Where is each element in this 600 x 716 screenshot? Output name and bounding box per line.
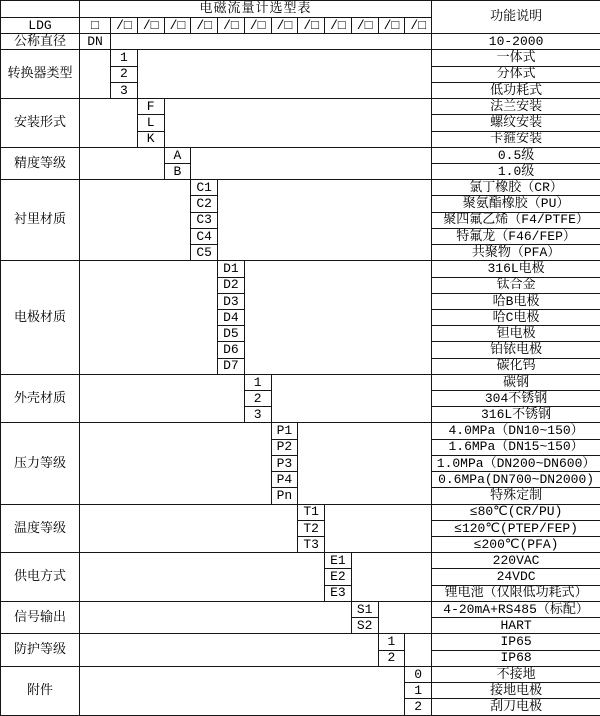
option-desc: 锂电池（仅限低功耗式） xyxy=(432,585,600,601)
option-desc: 钽电极 xyxy=(432,326,600,342)
option-desc: 4.0MPa（DN10~150） xyxy=(432,423,600,439)
option-code: Pn xyxy=(271,488,298,504)
option-row xyxy=(1,504,600,520)
code-slot-cell: /□ xyxy=(111,18,138,34)
option-code: K xyxy=(137,131,164,147)
option-row xyxy=(1,374,600,390)
spacer-cell xyxy=(80,423,272,504)
option-code: E3 xyxy=(325,585,352,601)
option-row xyxy=(1,261,600,277)
option-desc: 0.5级 xyxy=(432,147,600,163)
option-code: D7 xyxy=(218,358,245,374)
group-label: 防护等级 xyxy=(1,634,80,666)
code-box-cell: □ xyxy=(80,18,111,34)
option-row xyxy=(1,666,600,682)
option-code: S2 xyxy=(351,618,378,634)
option-code: C4 xyxy=(191,228,218,244)
option-code: D5 xyxy=(218,326,245,342)
spacer-cell xyxy=(325,504,432,553)
option-desc: 304不锈钢 xyxy=(432,391,600,407)
option-code: 2 xyxy=(405,699,432,716)
option-row xyxy=(1,50,600,66)
option-desc: 共聚物（PFA） xyxy=(432,245,600,261)
spacer-cell xyxy=(80,553,325,602)
option-code: 3 xyxy=(244,407,271,423)
option-code: D6 xyxy=(218,342,245,358)
option-code: 1 xyxy=(244,374,271,390)
group-label: 安装形式 xyxy=(1,99,80,148)
option-row xyxy=(1,553,600,569)
option-desc: 卡箍安装 xyxy=(432,131,600,147)
spacer-cell xyxy=(80,180,191,261)
option-code: P1 xyxy=(271,423,298,439)
spacer-cell xyxy=(80,374,245,423)
group-label: 转换器类型 xyxy=(1,50,80,99)
option-row xyxy=(1,99,600,115)
option-desc: 铂铱电极 xyxy=(432,342,600,358)
spacer-cell xyxy=(80,504,298,553)
option-code: 0 xyxy=(405,666,432,682)
option-desc: 1.6MPa（DN15~150） xyxy=(432,439,600,455)
group-label: 精度等级 xyxy=(1,147,80,179)
spacer-cell xyxy=(80,99,138,148)
option-desc: 聚氨酯橡胶（PU） xyxy=(432,196,600,212)
option-desc: 哈C电极 xyxy=(432,309,600,325)
option-code: B xyxy=(164,163,191,179)
option-desc: 低功耗式 xyxy=(432,82,600,98)
option-desc: 碳钢 xyxy=(432,374,600,390)
option-desc: 分体式 xyxy=(432,66,600,82)
option-code: C5 xyxy=(191,245,218,261)
group-label: 温度等级 xyxy=(1,504,80,553)
option-code: C1 xyxy=(191,180,218,196)
spacer-cell xyxy=(244,261,431,375)
function-column-header: 功能说明 xyxy=(432,1,600,34)
option-code: 1 xyxy=(378,634,405,650)
option-code: E2 xyxy=(325,569,352,585)
option-code: C3 xyxy=(191,212,218,228)
code-slot-cell: /□ xyxy=(191,18,218,34)
option-desc: 特殊定制 xyxy=(432,488,600,504)
code-slot-cell: /□ xyxy=(271,18,298,34)
option-row xyxy=(1,147,600,163)
spacer-cell xyxy=(298,423,432,504)
option-desc: 哈B电极 xyxy=(432,293,600,309)
option-desc: 1.0MPa（DN200~DN600） xyxy=(432,455,600,471)
option-desc: IP68 xyxy=(432,650,600,666)
group-label: 附件 xyxy=(1,666,80,715)
code-slot-cell: /□ xyxy=(164,18,191,34)
option-code: E1 xyxy=(325,553,352,569)
option-code: D3 xyxy=(218,293,245,309)
option-code: D2 xyxy=(218,277,245,293)
spacer-cell xyxy=(378,601,432,633)
option-code: P3 xyxy=(271,455,298,471)
option-desc: 一体式 xyxy=(432,50,600,66)
group-label: 衬里材质 xyxy=(1,180,80,261)
spacer-cell xyxy=(351,553,431,602)
spacer-cell xyxy=(80,634,379,666)
option-code: D1 xyxy=(218,261,245,277)
spacer-cell xyxy=(405,634,432,666)
option-desc: 4-20mA+RS485（标配） xyxy=(432,601,600,617)
option-desc: 碳化钨 xyxy=(432,358,600,374)
option-desc: 24VDC xyxy=(432,569,600,585)
option-desc: 316L电极 xyxy=(432,261,600,277)
model-prefix: LDG xyxy=(1,18,80,34)
option-code: 2 xyxy=(378,650,405,666)
option-desc: 316L不锈钢 xyxy=(432,407,600,423)
code-slot-cell: /□ xyxy=(137,18,164,34)
group-label: 公称直径 xyxy=(1,34,80,50)
code-slot-cell: /□ xyxy=(218,18,245,34)
code-slot-cell: /□ xyxy=(325,18,352,34)
code-slot-cell: /□ xyxy=(244,18,271,34)
option-desc: ≤80℃(CR/PU) xyxy=(432,504,600,520)
option-code: S1 xyxy=(351,601,378,617)
spacer-cell xyxy=(80,261,218,375)
option-desc: 220VAC xyxy=(432,553,600,569)
option-desc: 特氟龙（F46/FEP） xyxy=(432,228,600,244)
spacer-cell xyxy=(218,180,432,261)
option-desc: 法兰安装 xyxy=(432,99,600,115)
group-label: 供电方式 xyxy=(1,553,80,602)
option-code: T1 xyxy=(298,504,325,520)
code-slot-cell: /□ xyxy=(405,18,432,34)
title-row xyxy=(1,1,600,18)
group-label: 电极材质 xyxy=(1,261,80,375)
option-code: T3 xyxy=(298,537,325,553)
option-desc: 10-2000 xyxy=(432,34,600,50)
option-desc: 不接地 xyxy=(432,666,600,682)
spacer-cell xyxy=(137,50,431,99)
option-code: F xyxy=(137,99,164,115)
option-code: 3 xyxy=(111,82,138,98)
option-code: 2 xyxy=(244,391,271,407)
spacer-cell xyxy=(191,147,432,179)
option-code: 1 xyxy=(405,682,432,698)
code-slot-cell: /□ xyxy=(351,18,378,34)
spacer-cell xyxy=(164,99,432,148)
option-row xyxy=(1,180,600,196)
corner-cell xyxy=(1,1,80,18)
spacer-cell xyxy=(80,147,165,179)
option-desc: HART xyxy=(432,618,600,634)
option-code: A xyxy=(164,147,191,163)
option-code: L xyxy=(137,115,164,131)
option-desc: IP65 xyxy=(432,634,600,650)
option-code: T2 xyxy=(298,520,325,536)
group-label: 外壳材质 xyxy=(1,374,80,423)
option-code: P4 xyxy=(271,472,298,488)
option-code: D4 xyxy=(218,309,245,325)
table-title: 电磁流量计选型表 xyxy=(80,1,432,18)
option-desc: 接地电极 xyxy=(432,682,600,698)
option-code: P2 xyxy=(271,439,298,455)
option-row xyxy=(1,34,600,50)
option-row xyxy=(1,423,600,439)
option-row xyxy=(1,634,600,650)
option-desc: 氯丁橡胶（CR） xyxy=(432,180,600,196)
option-code: C2 xyxy=(191,196,218,212)
option-desc: 1.0级 xyxy=(432,163,600,179)
option-desc: 螺纹安装 xyxy=(432,115,600,131)
group-label: 压力等级 xyxy=(1,423,80,504)
spacer-cell xyxy=(271,374,432,423)
option-row xyxy=(1,601,600,617)
spacer-cell xyxy=(80,666,405,715)
option-code: 2 xyxy=(111,66,138,82)
option-code: 1 xyxy=(111,50,138,66)
code-slot-cell: /□ xyxy=(298,18,325,34)
spacer-cell xyxy=(80,601,352,633)
option-desc: ≤120℃(PTEP/FEP) xyxy=(432,520,600,536)
code-slot-cell: /□ xyxy=(378,18,405,34)
option-desc: ≤200℃(PFA) xyxy=(432,537,600,553)
option-desc: 刮刀电极 xyxy=(432,699,600,716)
option-desc: 0.6MPa(DN700~DN2000) xyxy=(432,472,600,488)
option-code: DN xyxy=(80,34,111,50)
spacer-cell xyxy=(80,50,111,99)
spacer-cell xyxy=(111,34,432,50)
option-desc: 聚四氟乙烯（F4/PTFE） xyxy=(432,212,600,228)
group-label: 信号输出 xyxy=(1,601,80,633)
option-desc: 钛合金 xyxy=(432,277,600,293)
